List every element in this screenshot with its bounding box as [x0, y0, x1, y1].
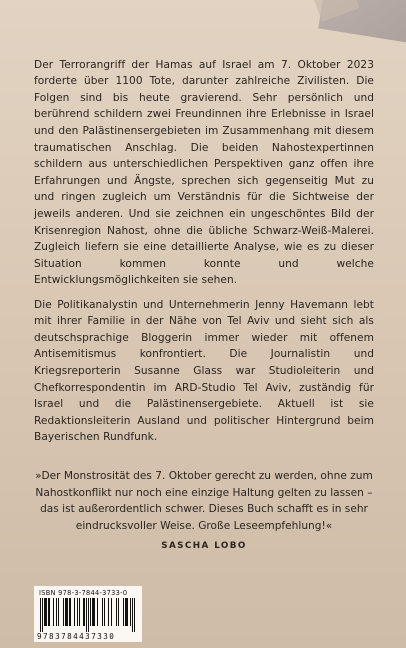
barcode-bar	[116, 598, 117, 626]
barcode-bar	[58, 598, 59, 626]
barcode-bar	[92, 598, 93, 626]
barcode-bar	[108, 598, 109, 626]
barcode-bar	[48, 598, 49, 626]
barcode-bar	[97, 598, 98, 626]
barcode-bar	[66, 598, 67, 626]
barcode-bar	[49, 598, 50, 626]
barcode-bars	[39, 598, 137, 632]
barcode-bar	[93, 598, 94, 626]
barcode-bar	[102, 598, 103, 626]
barcode-bar	[79, 598, 80, 626]
barcode-bar	[44, 598, 45, 626]
barcode-bar	[90, 598, 91, 626]
barcode-bar	[94, 598, 95, 626]
blurb-paragraph-authors: Die Politikanalystin und Unternehmerin Jenny Havemann lebt mit ihrer Familie in der Nähe von Tel Aviv und sieht sich als deutschsprachige Bloggerin immer wieder mit offenem Antisemitismus konfrontiert. Die Journalistin und Kriegsreporterin Susanne Glass war Studioleiterin und Chefkorrespondentin im ARD-Studio Tel Aviv, zuständig für Israel und die Palästinensergebiete. Aktuell ist sie Redaktionsleiterin Ausland und politischer Hintergrund beim Bayerischen Rundfunk.	[34, 298, 374, 444]
barcode-bar	[134, 598, 135, 632]
quote-text: »Der Monstrosität des 7. Oktober gerecht zu werden, ohne zum Nahostkonflikt nur noch eine einzige Haltung gelten zu lassen – das ist außerordentlich schwer. Dieses Buch schafft es in sehr eindrucksvoller Weise. Große Leseempfehlung!«	[35, 470, 373, 532]
barcode-bar	[130, 598, 131, 626]
barcode-bar	[132, 598, 133, 632]
barcode-bar	[70, 598, 71, 626]
barcode-bar	[104, 598, 105, 626]
isbn-barcode	[34, 586, 142, 642]
barcode-bar	[86, 598, 87, 632]
barcode-bar	[40, 598, 41, 632]
barcode-digits: 9783784437330	[37, 632, 116, 641]
barcode-bar	[45, 598, 46, 626]
barcode-bar	[126, 598, 127, 626]
barcode-bar	[125, 598, 126, 626]
barcode-bar	[127, 598, 128, 626]
barcode-bar	[67, 598, 68, 626]
barcode-bar	[65, 598, 66, 626]
quote-author: SASCHA LOBO	[161, 541, 247, 552]
barcode-bar	[123, 598, 124, 626]
isbn-label: ISBN 978-3-7844-3733-0	[39, 589, 128, 597]
blurb-paragraph-summary: Der Terrorangriff der Hamas auf Israel am 7. Oktober 2023 forderte über 1100 Tote, darunter zahlreiche Zivilisten. Die Folgen sind bis heute gravierend. Sehr persönlich und berührend schildern zwei Freundinnen ihre Erlebnisse in Israel und den Palästinensergebieten im Zusammenhang mit diesem traumatischen Anschlag. Die beiden Nahostexpertinnen schildern aus unterschiedlichen Perspektiven ganz offen ihre Erfahrungen und Ängste, sprechen sich gegenseitig Mut zu und ringen zugleich um Verständnis für die Sichtweise der jeweils anderen. Und sie zeichnen ein ungeschöntes Bild der Krisenregion Nahost, ohne die übliche Schwarz-Weiß-Malerei. Zugleich liefern sie eine detaillierte Analyse, wie es zu dieser Situation kommen konnte und welche Entwicklungsmöglichkeiten sie sehen.	[34, 58, 374, 287]
barcode-bar	[74, 598, 75, 626]
barcode-bar	[46, 598, 47, 626]
barcode-bar	[88, 598, 89, 632]
barcode-bar	[69, 598, 70, 626]
barcode-bar	[111, 598, 112, 626]
barcode-bar	[63, 598, 64, 626]
barcode-bar	[84, 598, 85, 626]
barcode-bar	[77, 598, 78, 626]
barcode-bar	[56, 598, 57, 626]
barcode-bar	[42, 598, 43, 632]
barcode-bar	[118, 598, 119, 626]
barcode-bar	[83, 598, 84, 626]
barcode-bar	[53, 598, 54, 626]
endorsement-quote	[34, 468, 374, 552]
